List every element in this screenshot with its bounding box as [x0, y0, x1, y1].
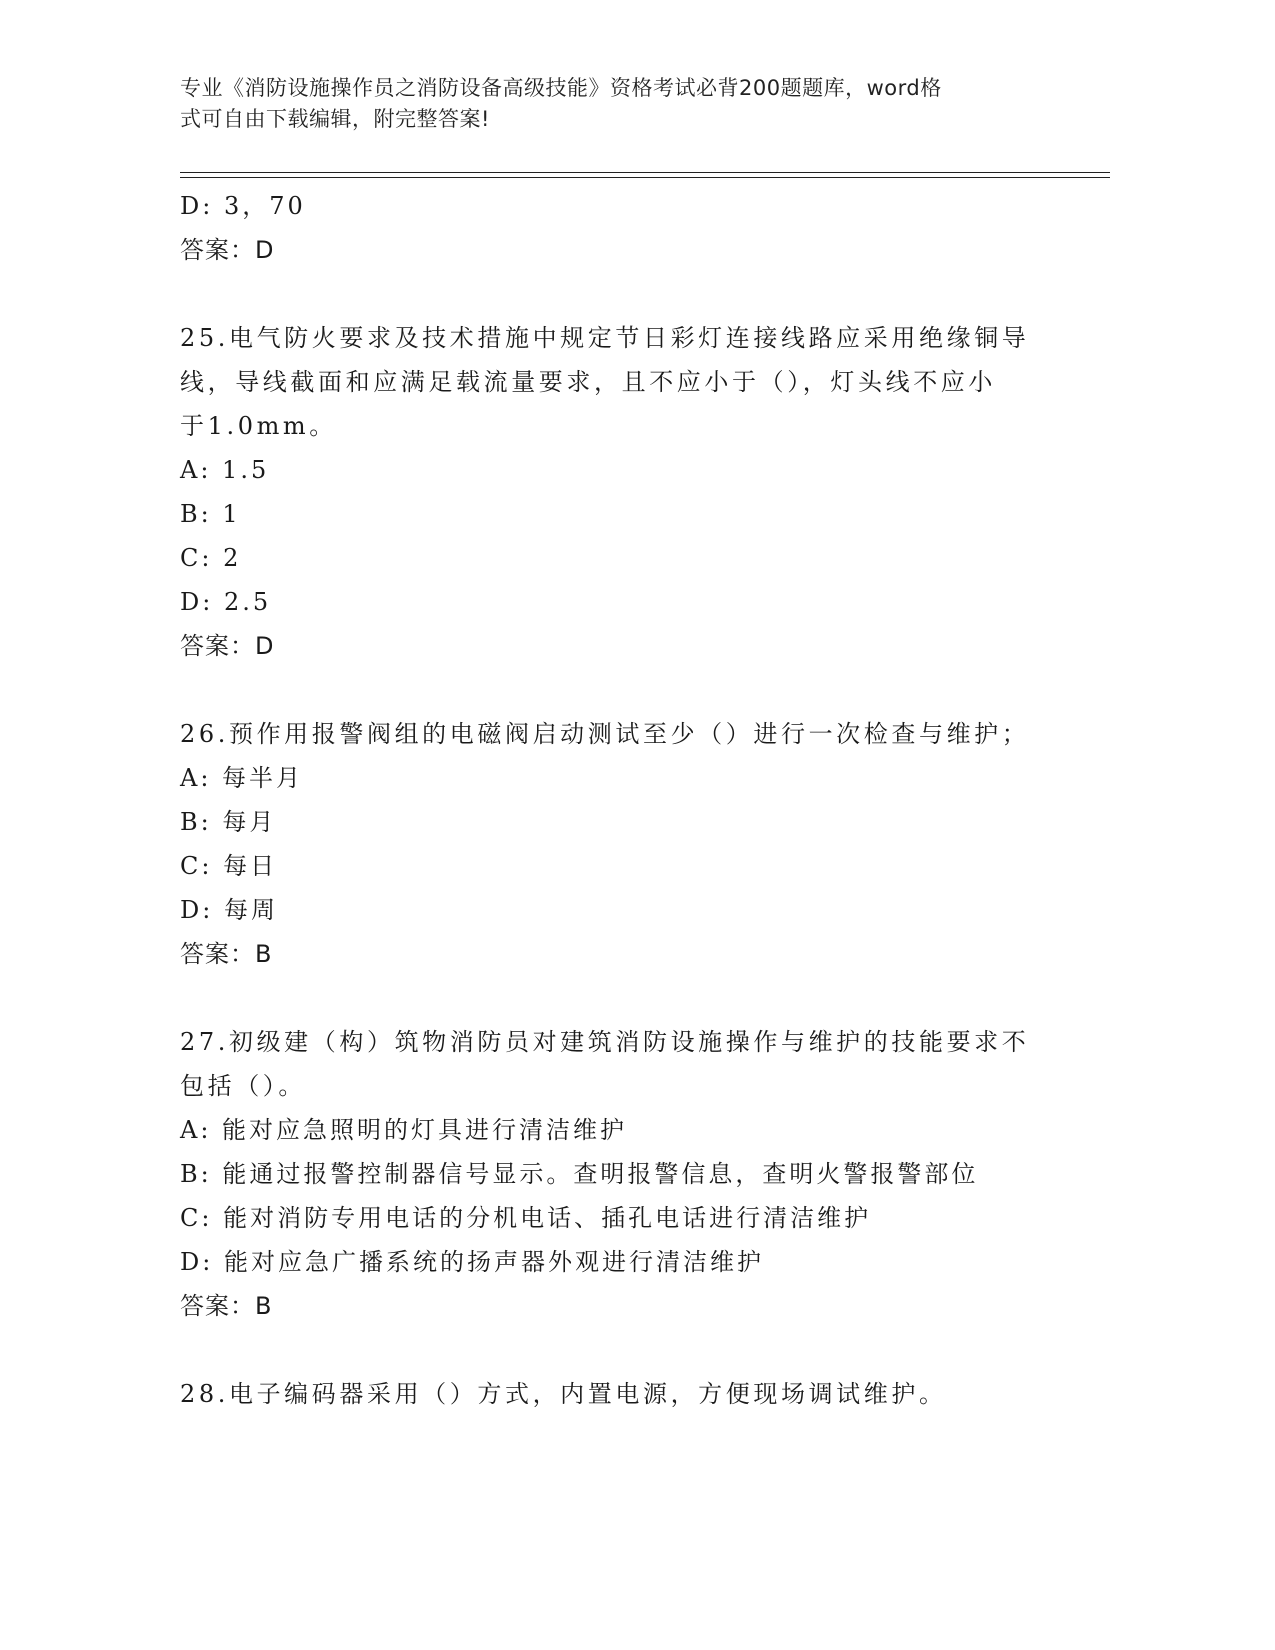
document-header: [180, 73, 1040, 135]
option-b: B: 能通过报警控制器信号显示。查明报警信息，查明火警报警部位: [180, 1160, 979, 1188]
option-a: A: 每半月: [180, 764, 304, 792]
question-26: [180, 712, 1060, 976]
spacer: [180, 272, 1060, 316]
spacer: [180, 976, 1060, 1020]
spacer: [180, 668, 1060, 712]
question-stem: [180, 712, 1060, 756]
stem-line: 26.预作用报警阀组的电磁阀启动测试至少（）进行一次检查与维护；: [180, 720, 1030, 748]
header-divider-bottom: [180, 177, 1110, 178]
stem-line: 于1.0mm。: [180, 412, 337, 440]
question-28: [180, 1372, 1060, 1416]
option-c: C: 能对消防专用电话的分机电话、插孔电话进行清洁维护: [180, 1204, 872, 1232]
option-a: A: 1.5: [180, 456, 270, 484]
answer-line: 答案：D: [180, 632, 275, 660]
question-24-tail: [180, 184, 1060, 272]
header-line-2: 式可自由下载编辑，附完整答案!: [180, 107, 490, 131]
answer-line: 答案：B: [180, 1292, 273, 1320]
option-c: C: 每日: [180, 852, 278, 880]
stem-line: 包括（）。: [180, 1072, 306, 1100]
header-divider-top: [180, 172, 1110, 173]
option-d: D: 每周: [180, 896, 278, 924]
stem-line: 线，导线截面和应满足载流量要求，且不应小于（），灯头线不应小: [180, 368, 996, 396]
question-list: [180, 184, 1060, 1416]
answer-line: 答案：B: [180, 940, 273, 968]
option-b: B: 每月: [180, 808, 277, 836]
question-stem: [180, 1372, 1060, 1416]
option-d: D: 能对应急广播系统的扬声器外观进行清洁维护: [180, 1248, 764, 1276]
answer-line: 答案：D: [180, 236, 275, 264]
option-d: D: 3，70: [180, 192, 306, 220]
header-line-1: 专业《消防设施操作员之消防设备高级技能》资格考试必背200题题库，word格: [180, 76, 942, 100]
question-25: [180, 316, 1060, 668]
question-stem: [180, 316, 1060, 448]
option-b: B: 1: [180, 500, 241, 528]
stem-line: 28.电子编码器采用（）方式，内置电源，方便现场调试维护。: [180, 1380, 947, 1408]
stem-line: 27.初级建（构）筑物消防员对建筑消防设施操作与维护的技能要求不: [180, 1028, 1030, 1056]
option-a: A: 能对应急照明的灯具进行清洁维护: [180, 1116, 628, 1144]
option-c: C: 2: [180, 544, 242, 572]
question-27: [180, 1020, 1060, 1328]
stem-line: 25.电气防火要求及技术措施中规定节日彩灯连接线路应采用绝缘铜导: [180, 324, 1030, 352]
question-stem: [180, 1020, 1060, 1108]
spacer: [180, 1328, 1060, 1372]
option-d: D: 2.5: [180, 588, 272, 616]
